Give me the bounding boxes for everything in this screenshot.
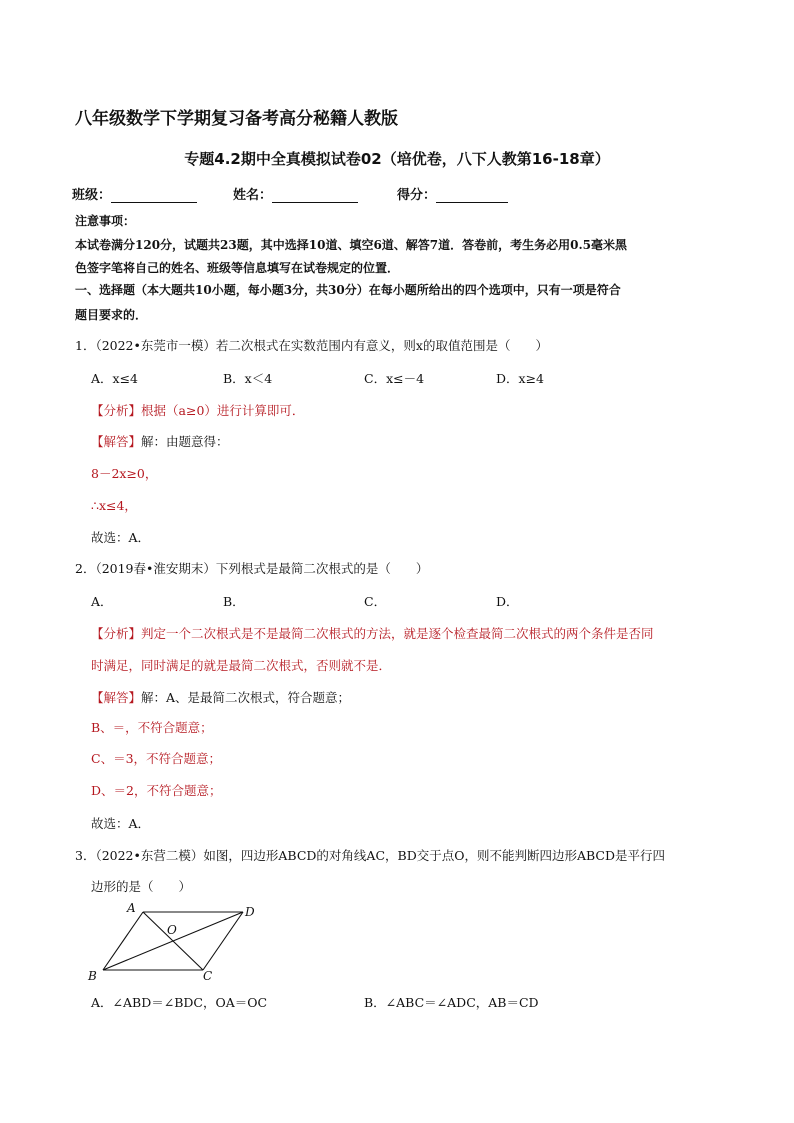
q2-analysis-tag: 【分析】 <box>91 626 142 641</box>
q3-stem-line-2: 边形的是（ ） <box>91 879 192 894</box>
label-c: C <box>203 969 213 983</box>
q1-option-d: D．x≥4 <box>496 371 544 386</box>
q2-step-b: B、＝，不符合题意； <box>91 720 213 735</box>
q2-option-a: A． <box>91 594 113 609</box>
q1-answer <box>91 432 229 450</box>
q1-step-2: ∴x≤4， <box>91 498 137 513</box>
label-o: O <box>167 923 177 937</box>
q2-step-d: D、＝2，不符合题意； <box>91 783 222 798</box>
q2-answer <box>91 688 350 706</box>
q1-choice: 故选：A． <box>91 530 151 545</box>
q1-analysis <box>91 401 304 419</box>
q2-answer-text: 解：A、是最简二次根式，符合题意； <box>141 690 351 705</box>
q1-analysis-tag: 【分析】 <box>91 403 142 418</box>
class-blank <box>111 188 197 203</box>
name-blank <box>272 188 358 203</box>
q2-option-d: D． <box>496 594 519 609</box>
score-label: 得分： <box>397 188 437 203</box>
q1-step-1: 8－2x≥0， <box>91 466 158 481</box>
q2-step-c: C、＝3，不符合题意； <box>91 751 222 766</box>
q1-option-c: C．x≤－4 <box>364 371 425 386</box>
name-field <box>233 184 358 203</box>
notice-line-1: 本试卷满分120分，试题共23题，其中选择10道、填空6道、解答7道．答卷前，考生务必用0.5毫米黑 <box>75 238 628 252</box>
q2-analysis <box>91 624 654 642</box>
q3-stem-line-1: 3．（2022•东营二模）如图，四边形ABCD的对角线AC，BD交于点O，则不能判断四边形ABCD是平行四 <box>75 848 665 863</box>
q2-analysis-line-2: 时满足，同时满足的就是最简二次根式，否则就不是． <box>91 658 392 673</box>
label-a: A <box>127 901 136 915</box>
q1-option-a: A．x≤4 <box>91 371 139 386</box>
q2-option-b: B． <box>223 594 245 609</box>
score-blank <box>436 188 508 203</box>
diagonal-bd <box>103 912 243 970</box>
q1-analysis-text: 根据（a≥0）进行计算即可． <box>141 403 305 418</box>
q2-stem: 2．（2019春•淮安期末）下列根式是最简二次根式的是（ ） <box>75 561 429 576</box>
class-field <box>72 184 197 203</box>
q1-option-b: B．x＜4 <box>223 371 273 386</box>
notice-heading: 注意事项： <box>75 214 136 228</box>
document-header: 八年级数学下学期复习备考高分秘籍人教版 <box>75 109 398 129</box>
class-label: 班级： <box>72 188 112 203</box>
q1-answer-tag: 【解答】 <box>91 434 142 449</box>
q3-option-a: A．∠ABD＝∠BDC，OA＝OC <box>91 995 268 1010</box>
exam-title: 专题4.2期中全真模拟试卷02（培优卷，八下人教第16-18章） <box>184 150 610 168</box>
q2-option-c: C． <box>364 594 387 609</box>
q2-choice: 故选：A． <box>91 816 151 831</box>
section1-line-2: 题目要求的． <box>75 308 148 322</box>
section1-line-1: 一、选择题（本大题共10小题，每小题3分，共30分）在每小题所给出的四个选项中，只有一项是符合 <box>75 283 621 297</box>
score-field <box>397 184 508 203</box>
label-d: D <box>245 905 255 919</box>
label-b: B <box>88 969 97 983</box>
q3-option-b: B．∠ABC＝∠ADC，AB＝CD <box>364 995 539 1010</box>
notice-line-2: 色签字笔将自己的姓名、班级等信息填写在试卷规定的位置． <box>75 261 400 275</box>
q1-answer-text: 解：由题意得： <box>141 434 229 449</box>
parallelogram-figure <box>85 900 265 986</box>
name-label: 姓名： <box>233 188 273 203</box>
q2-answer-tag: 【解答】 <box>91 690 142 705</box>
q1-stem: 1．（2022•东莞市一模）若二次根式在实数范围内有意义，则x的取值范围是（ ） <box>75 338 548 353</box>
q2-analysis-line-1: 判定一个二次根式是不是最简二次根式的方法，就是逐个检查最简二次根式的两个条件是否同 <box>141 626 654 641</box>
